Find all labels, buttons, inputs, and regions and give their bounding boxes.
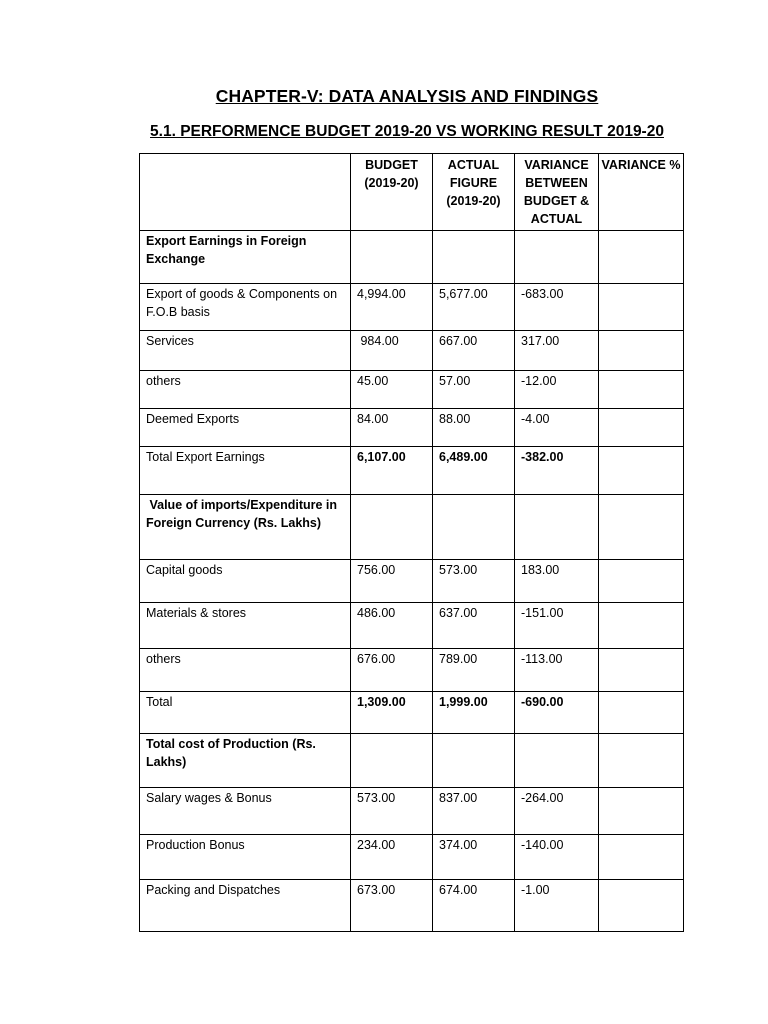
row-label: Deemed Exports: [140, 409, 351, 447]
row-variance-pct: [599, 835, 684, 880]
row-variance-pct: [599, 371, 684, 409]
section-title: 5.1. PERFORMENCE BUDGET 2019-20 VS WORKING RESULT 2019-20: [150, 123, 664, 140]
table-row: [140, 560, 684, 603]
row-budget: 1,309.00: [351, 692, 433, 734]
row-actual: 637.00: [433, 603, 515, 649]
row-variance: [515, 231, 599, 284]
row-budget: 84.00: [351, 409, 433, 447]
row-budget: 673.00: [351, 880, 433, 932]
table-row: [140, 495, 684, 560]
row-label: Export Earnings in Foreign Exchange: [140, 231, 351, 284]
row-variance-pct: [599, 495, 684, 560]
row-variance-pct: [599, 788, 684, 835]
budget-vs-actual-table: [139, 153, 684, 932]
row-label: Total Export Earnings: [140, 447, 351, 495]
row-variance: [515, 734, 599, 788]
row-actual: 667.00: [433, 331, 515, 371]
row-actual: 573.00: [433, 560, 515, 603]
row-variance: -113.00: [515, 649, 599, 692]
row-variance: -683.00: [515, 284, 599, 331]
row-label: Production Bonus: [140, 835, 351, 880]
row-label: Export of goods & Components on F.O.B basis: [140, 284, 351, 331]
row-actual: 789.00: [433, 649, 515, 692]
row-label: Materials & stores: [140, 603, 351, 649]
row-variance: -12.00: [515, 371, 599, 409]
table-row: [140, 409, 684, 447]
table-row: [140, 880, 684, 932]
table-row: [140, 603, 684, 649]
row-label: Value of imports/Expenditure in Foreign Currency (Rs. Lakhs): [140, 495, 351, 560]
table-row: [140, 649, 684, 692]
row-budget: 486.00: [351, 603, 433, 649]
table-row: [140, 734, 684, 788]
row-variance: -151.00: [515, 603, 599, 649]
table-row: [140, 692, 684, 734]
row-actual: 88.00: [433, 409, 515, 447]
row-variance: -264.00: [515, 788, 599, 835]
row-budget: 676.00: [351, 649, 433, 692]
row-actual: 374.00: [433, 835, 515, 880]
row-actual: 57.00: [433, 371, 515, 409]
row-actual: [433, 231, 515, 284]
header-variance-pct: VARIANCE %: [599, 154, 684, 231]
row-budget: 756.00: [351, 560, 433, 603]
row-label: others: [140, 649, 351, 692]
table-row: [140, 447, 684, 495]
row-variance-pct: [599, 284, 684, 331]
row-variance-pct: [599, 880, 684, 932]
row-label: Services: [140, 331, 351, 371]
row-actual: 674.00: [433, 880, 515, 932]
row-label: Salary wages & Bonus: [140, 788, 351, 835]
row-label: Total: [140, 692, 351, 734]
row-variance-pct: [599, 734, 684, 788]
row-budget: 6,107.00: [351, 447, 433, 495]
header-variance: VARIANCE BETWEEN BUDGET & ACTUAL: [515, 154, 599, 231]
table-row: [140, 788, 684, 835]
row-actual: 1,999.00: [433, 692, 515, 734]
row-budget: 573.00: [351, 788, 433, 835]
table-row: [140, 331, 684, 371]
table-row: [140, 371, 684, 409]
row-budget: 984.00: [351, 331, 433, 371]
row-variance-pct: [599, 409, 684, 447]
row-budget: [351, 734, 433, 788]
table-header-row: [140, 154, 684, 231]
header-label: [140, 154, 351, 231]
header-budget: BUDGET (2019-20): [351, 154, 433, 231]
row-budget: 45.00: [351, 371, 433, 409]
row-variance: -140.00: [515, 835, 599, 880]
table-row: [140, 284, 684, 331]
chapter-title: CHAPTER-V: DATA ANALYSIS AND FINDINGS: [215, 86, 599, 106]
row-variance: 317.00: [515, 331, 599, 371]
row-label: Total cost of Production (Rs. Lakhs): [140, 734, 351, 788]
table-row: [140, 231, 684, 284]
row-variance: 183.00: [515, 560, 599, 603]
row-budget: [351, 495, 433, 560]
row-label: others: [140, 371, 351, 409]
row-variance: [515, 495, 599, 560]
table-row: [140, 835, 684, 880]
row-budget: [351, 231, 433, 284]
row-actual: [433, 734, 515, 788]
row-variance: -690.00: [515, 692, 599, 734]
row-budget: 234.00: [351, 835, 433, 880]
header-actual: ACTUAL FIGURE (2019-20): [433, 154, 515, 231]
row-actual: [433, 495, 515, 560]
row-variance-pct: [599, 331, 684, 371]
row-variance-pct: [599, 603, 684, 649]
row-variance-pct: [599, 231, 684, 284]
row-label: Capital goods: [140, 560, 351, 603]
row-variance-pct: [599, 560, 684, 603]
row-variance: -382.00: [515, 447, 599, 495]
row-variance: -1.00: [515, 880, 599, 932]
row-variance-pct: [599, 447, 684, 495]
row-budget: 4,994.00: [351, 284, 433, 331]
row-actual: 6,489.00: [433, 447, 515, 495]
row-actual: 5,677.00: [433, 284, 515, 331]
row-label: Packing and Dispatches: [140, 880, 351, 932]
row-variance-pct: [599, 692, 684, 734]
row-variance-pct: [599, 649, 684, 692]
row-actual: 837.00: [433, 788, 515, 835]
row-variance: -4.00: [515, 409, 599, 447]
